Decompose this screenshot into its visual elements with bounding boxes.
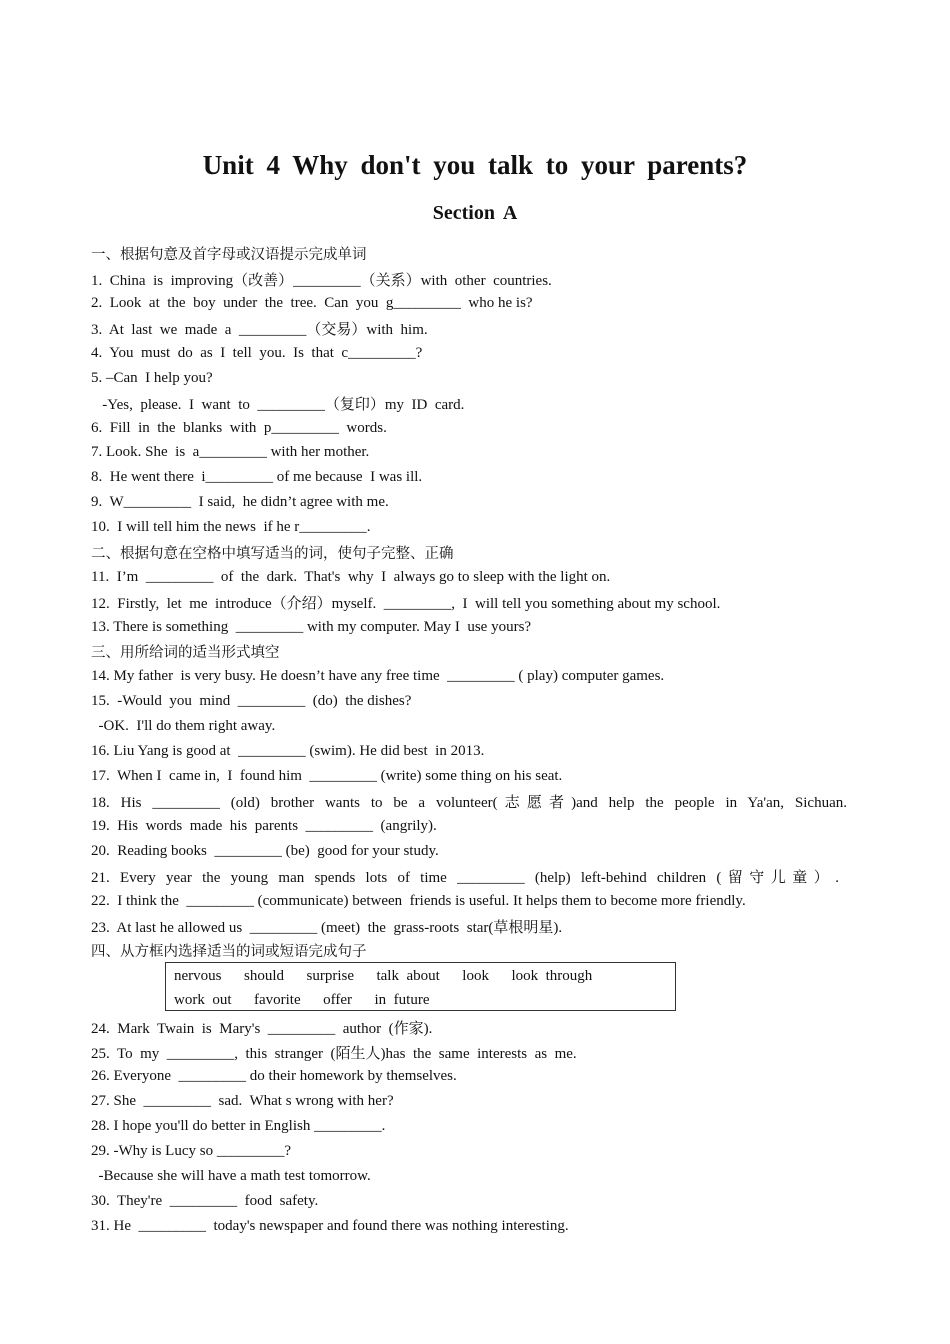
part1-heading: 一、根据句意及首字母或汉语提示完成单词	[91, 247, 367, 263]
section-title: Section A	[432, 202, 518, 224]
question-27: 27. She _________ sad. What s wrong with her?	[91, 1093, 394, 1109]
question-3: 3. At last we made a _________（交易）with him.	[91, 322, 428, 338]
question-24: 24. Mark Twain is Mary's _________ author (作家).	[91, 1021, 433, 1037]
question-11: 11. I’m _________ of the dark. That's why I always go to sleep with the light on.	[91, 569, 611, 585]
question-15-answer: -OK. I'll do them right away.	[91, 718, 276, 734]
question-8: 8. He went there i_________ of me because I was ill.	[91, 469, 423, 485]
question-1: 1. China is improving（改善）_________（关系）with other countries.	[91, 273, 552, 289]
question-29: 29. -Why is Lucy so _________?	[91, 1143, 291, 1159]
question-10: 10. I will tell him the news if he r_________.	[91, 519, 371, 535]
question-5: 5. –Can I help you?	[91, 370, 213, 386]
question-5-answer: -Yes, please. I want to _________（复印）my ID card.	[91, 397, 465, 413]
part2-heading: 二、根据句意在空格中填写适当的词，使句子完整、正确	[91, 546, 454, 562]
question-20: 20. Reading books _________ (be) good for your study.	[91, 843, 439, 859]
question-15: 15. -Would you mind _________ (do) the dishes?	[91, 693, 412, 709]
question-13: 13. There is something _________ with my computer. May I use yours?	[91, 619, 532, 635]
part4-heading: 四、从方框内选择适当的词或短语完成句子	[91, 944, 367, 960]
question-22: 22. I think the _________ (communicate) between friends is useful. It helps them to become more friendly.	[91, 893, 746, 909]
question-19: 19. His words made his parents _________ (angrily).	[91, 818, 437, 834]
part3-heading: 三、用所给词的适当形式填空	[91, 645, 280, 661]
question-17: 17. When I came in, I found him _________ (write) some thing on his seat.	[91, 768, 563, 784]
question-26: 26. Everyone _________ do their homework by themselves.	[91, 1068, 457, 1084]
question-7: 7. Look. She is a_________ with her mother.	[91, 444, 370, 460]
question-16: 16. Liu Yang is good at _________ (swim). He did best in 2013.	[91, 743, 485, 759]
word-box	[165, 962, 676, 1011]
question-21: 21. Every year the young man spends lots of time _________ (help) left-behind children (留守儿童）.	[91, 870, 839, 886]
question-23: 23. At last he allowed us _________ (meet) the grass-roots star(草根明星).	[91, 920, 563, 936]
question-9: 9. W_________ I said, he didn’t agree with me.	[91, 494, 389, 510]
question-6: 6. Fill in the blanks with p_________ words.	[91, 420, 387, 436]
question-14: 14. My father is very busy. He doesn’t have any free time _________ ( play) computer games.	[91, 668, 665, 684]
question-4: 4. You must do as I tell you. Is that c_________?	[91, 345, 423, 361]
question-2: 2. Look at the boy under the tree. Can you g_________ who he is?	[91, 295, 533, 311]
word-box-row-1: nervous should surprise talk about look look through	[174, 968, 593, 984]
question-18: 18. His _________ (old) brother wants to be a volunteer(志愿者)and help the people in Ya'an, Sichuan.	[91, 795, 847, 811]
question-30: 30. They're _________ food safety.	[91, 1193, 319, 1209]
question-31: 31. He _________ today's newspaper and found there was nothing interesting.	[91, 1218, 569, 1234]
word-box-row-2: work out favorite offer in future	[174, 992, 430, 1008]
question-12: 12. Firstly, let me introduce（介绍）myself. _________, I will tell you something about my school.	[91, 596, 721, 612]
question-29-answer: -Because she will have a math test tomorrow.	[91, 1168, 371, 1184]
page-title: Unit 4 Why don't you talk to your parents?	[202, 150, 748, 180]
question-25: 25. To my _________, this stranger (陌生人)has the same interests as me.	[91, 1046, 577, 1062]
question-28: 28. I hope you'll do better in English _________.	[91, 1118, 386, 1134]
